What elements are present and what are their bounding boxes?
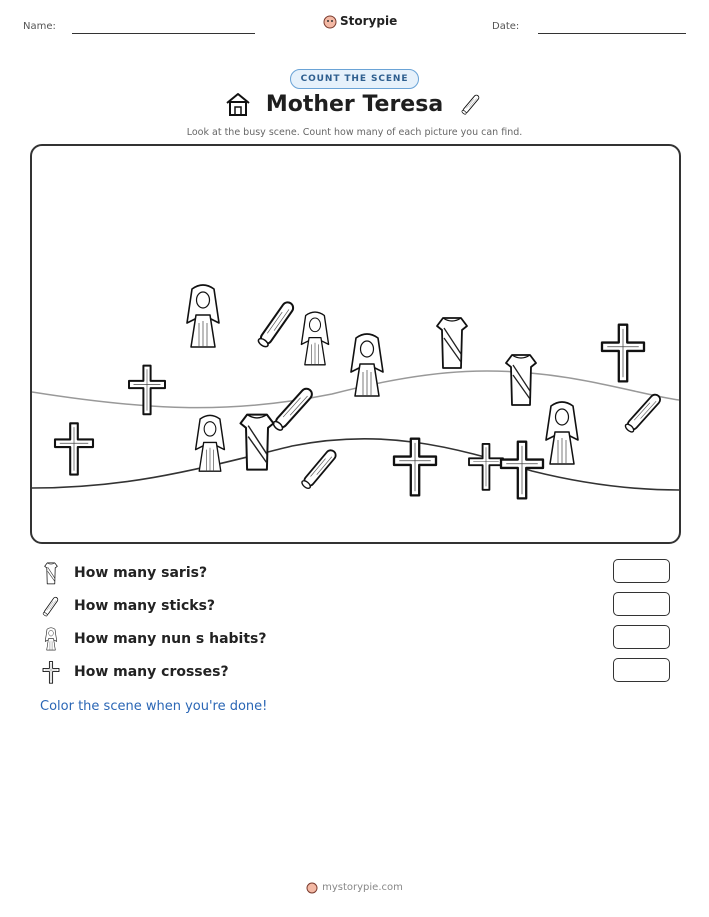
- answer-box-crosses[interactable]: [613, 658, 670, 682]
- cross-figure: [501, 442, 543, 499]
- sari-figure: [506, 355, 536, 405]
- badge-row: [0, 66, 709, 85]
- scene-frame: [30, 144, 681, 544]
- color-note: Color the scene when you're done!: [40, 699, 268, 714]
- storypie-mascot-icon: [306, 880, 318, 894]
- brand-name: Storypie: [340, 14, 398, 28]
- sari-figure: [241, 415, 274, 470]
- date-label: Date:: [492, 21, 520, 32]
- nun-habit-figure: [187, 285, 219, 347]
- cross-icon: [40, 660, 62, 684]
- question-text: How many nun s habits?: [74, 631, 267, 647]
- nun-habit-figure: [546, 402, 578, 464]
- storypie-mascot-icon: [323, 13, 337, 29]
- page-title: Mother Teresa: [265, 91, 444, 117]
- scene-drawing: [32, 146, 679, 542]
- footer-url[interactable]: mystorypie.com: [322, 881, 403, 893]
- title-row: [0, 90, 709, 118]
- count-badge: COUNT THE SCENE: [290, 69, 420, 89]
- answer-box-nun-habits[interactable]: [613, 625, 670, 649]
- question-row-sticks: [40, 594, 215, 618]
- question-row-crosses: [40, 660, 229, 684]
- sari-icon: [40, 561, 62, 585]
- brand-logo: [323, 13, 397, 29]
- stick-figure: [301, 448, 338, 490]
- cross-figure: [55, 423, 93, 474]
- stick-figure: [257, 300, 295, 348]
- cross-figure: [394, 439, 436, 496]
- house-icon: [224, 90, 252, 118]
- stick-icon: [457, 90, 485, 118]
- stick-icon: [40, 594, 62, 618]
- nun-habit-figure: [351, 334, 383, 396]
- instructions: Look at the busy scene. Count how many of each picture you can find.: [186, 127, 523, 138]
- answer-box-sticks[interactable]: [613, 592, 670, 616]
- name-label: Name:: [23, 21, 56, 32]
- stick-figure: [624, 393, 662, 434]
- question-row-saris: [40, 561, 207, 585]
- question-text: How many sticks?: [74, 598, 216, 614]
- footer: [0, 880, 709, 894]
- front-hill-line: [32, 439, 679, 490]
- name-field-line[interactable]: [72, 33, 255, 34]
- stick-figure: [272, 386, 314, 431]
- question-text: How many saris?: [74, 565, 208, 581]
- question-text: How many crosses?: [74, 664, 229, 680]
- date-field-line[interactable]: [538, 33, 686, 34]
- nun-habit-figure: [301, 312, 328, 365]
- cross-figure: [469, 444, 503, 490]
- nun-habit-icon: [40, 627, 62, 651]
- answer-box-saris[interactable]: [613, 559, 670, 583]
- cross-figure: [602, 325, 644, 382]
- sari-figure: [437, 318, 467, 368]
- nun-habit-figure: [196, 415, 225, 471]
- question-row-nun-habits: [40, 627, 267, 651]
